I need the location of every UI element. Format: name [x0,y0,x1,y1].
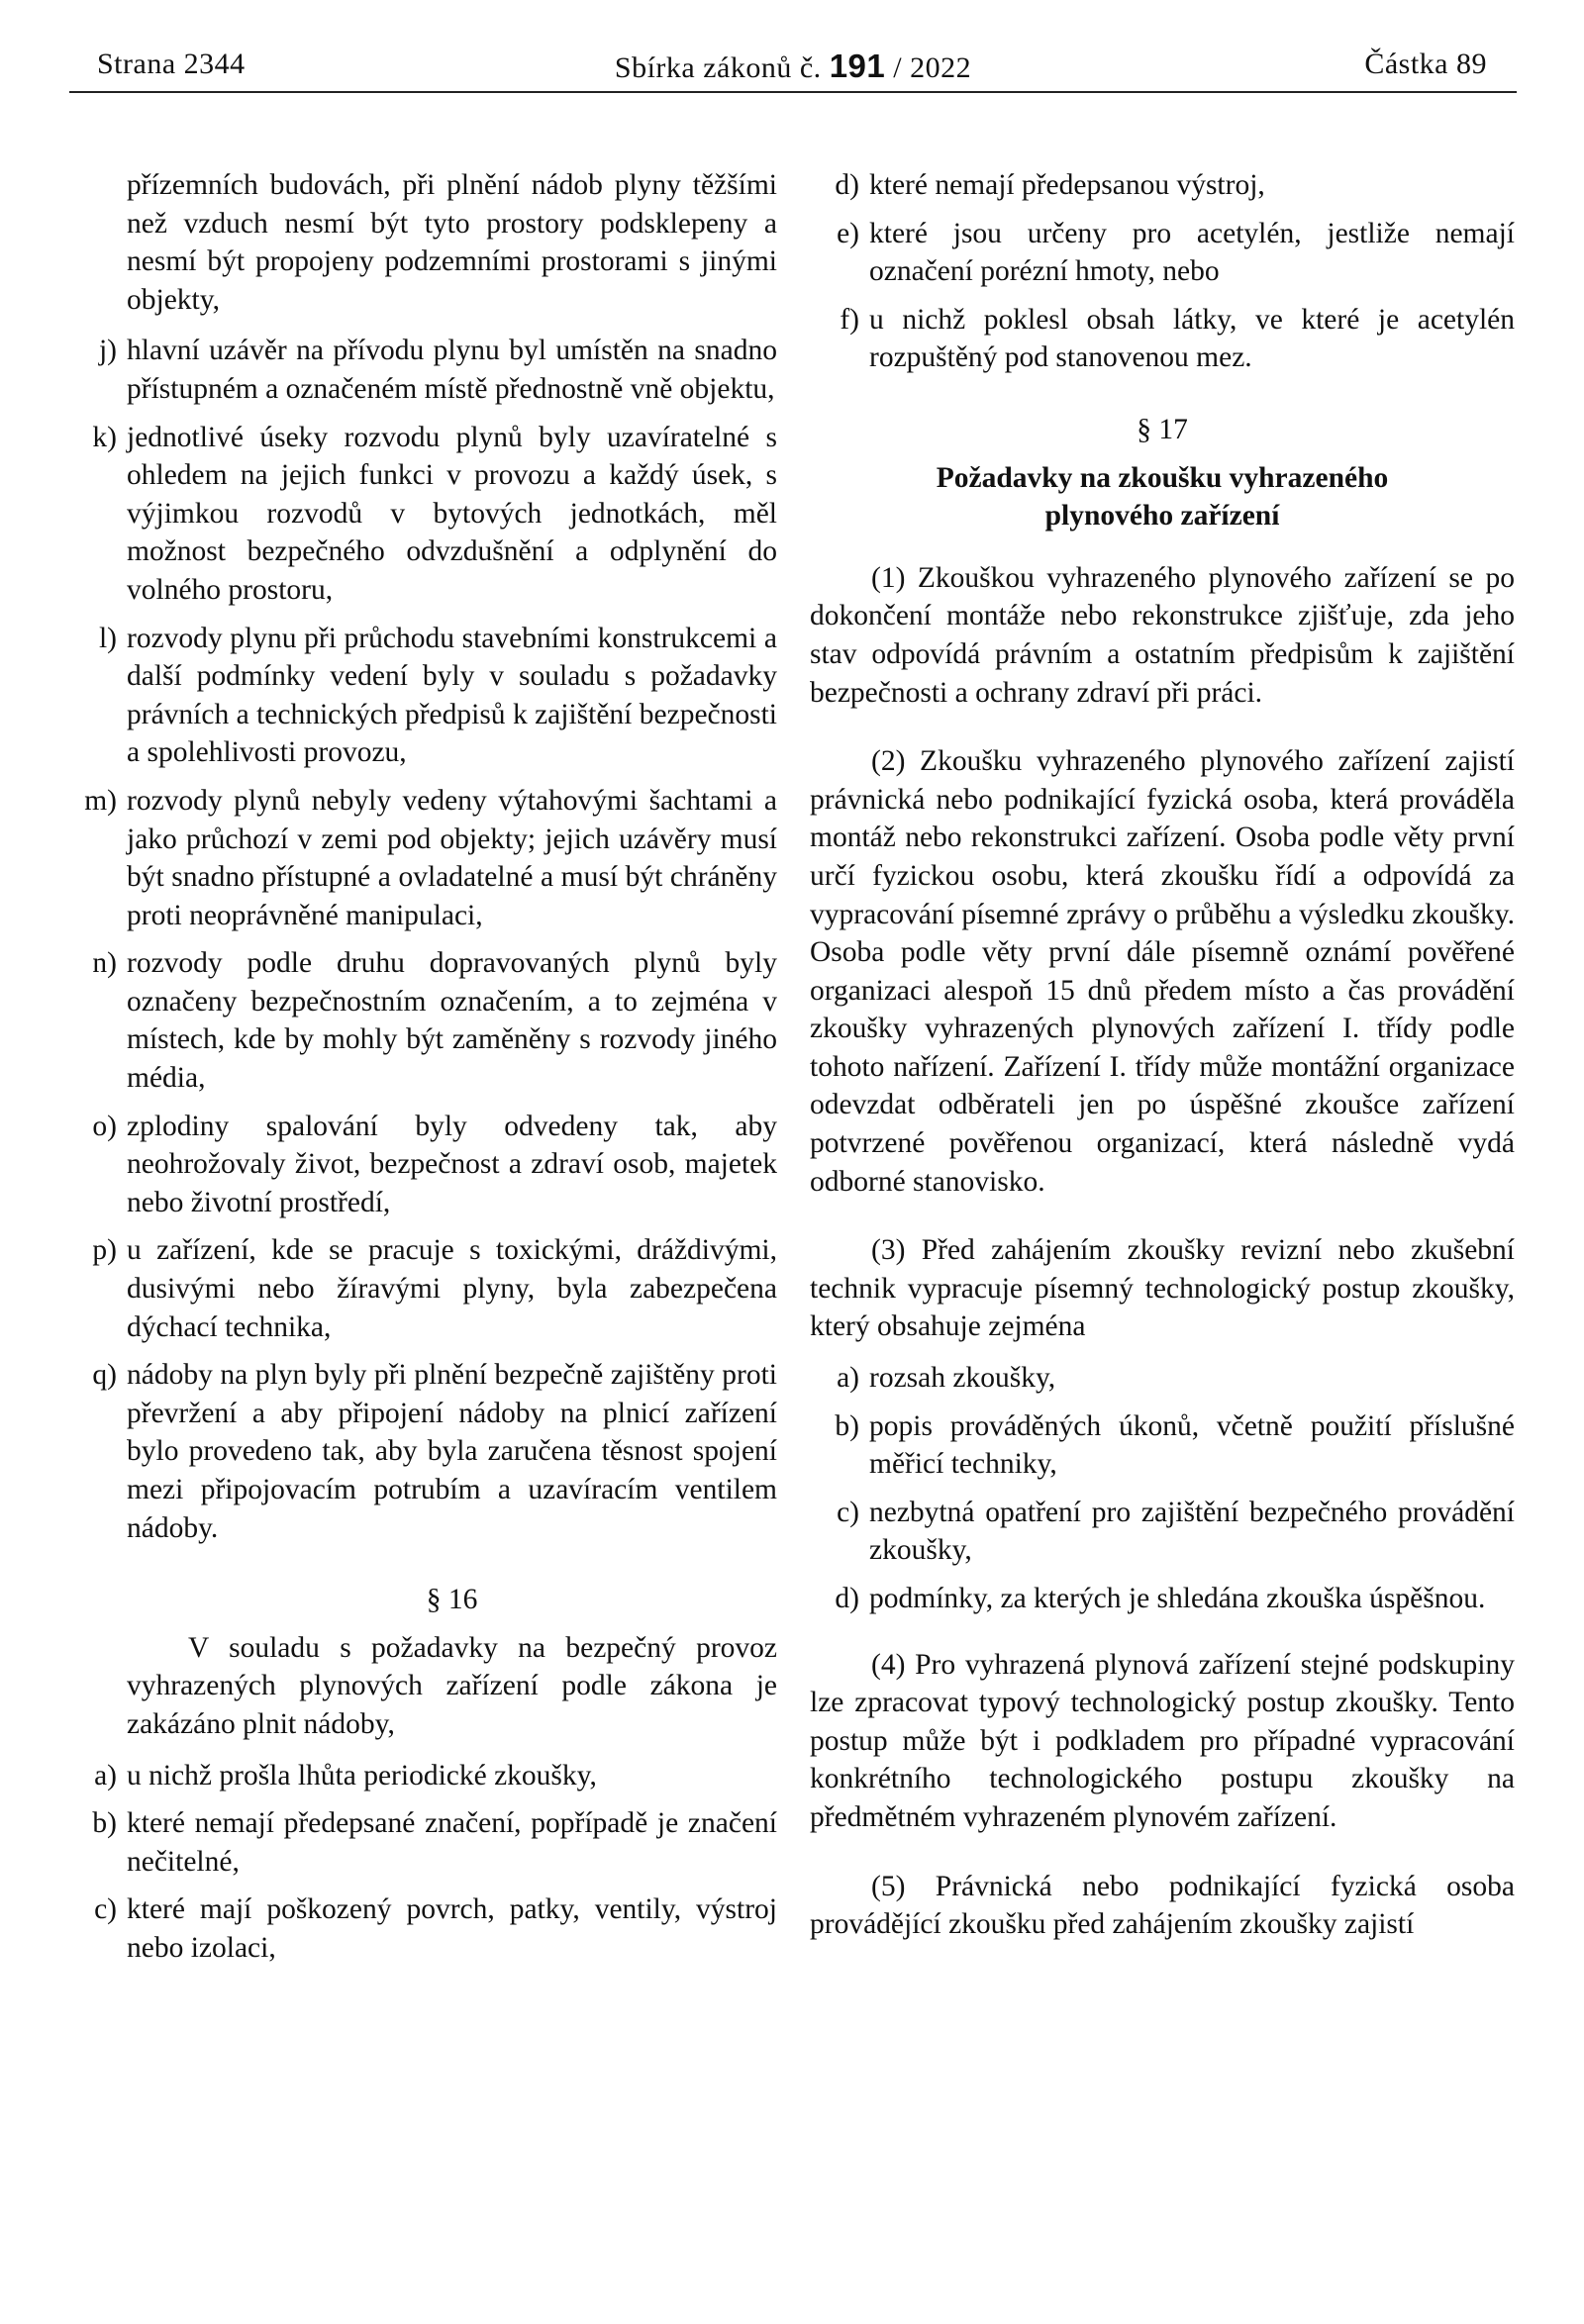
section-16-heading: § 16 [426,1584,478,1616]
collection-prefix: Sbírka zákonů č. [614,51,830,84]
list-item-text: u nichž poklesl obsah látky, ve které je acetylén rozpuštěný pod stanovenou mez. [869,303,1515,374]
paragraph-1: (1) Zkouškou vyhrazeného plynového zařízení se po dokončení montáže nebo rekonstrukce zjišťuje, zda jeho stav odpovídá právním a ostatním předpisům k zajištění bezpečnosti a ochrany zdraví při práci. [810,561,1515,709]
list-item [57,1231,777,1346]
list-item-text: hlavní uzávěr na přívodu plynu byl umístěn na snadno přístupném a označeném místě přednostně vně objektu, [127,335,777,405]
list-item-text: rozvody podle druhu dopravovaných plynů byly označeny bezpečnostním označením, a to zejména v místech, kde by mohly být zaměněny s rozvody jiného média, [127,947,777,1095]
left-item-list [84,332,777,1547]
list-item-text: u zařízení, kde se pracuje s toxickými, dráždivými, dusivými nebo žíravými plyny, byla zabezpečena dýchací technika, [127,1234,777,1343]
list-item [57,944,777,1097]
list-item [57,332,777,408]
list-item-text: rozsah zkoušky, [869,1362,1056,1395]
page-header [69,40,1517,93]
list-item-text: nezbytná opatření pro zajištění bezpečného provádění zkoušky, [869,1496,1515,1567]
list-item-label: d) [835,169,859,201]
list-item-label: j) [98,335,117,367]
list-item [57,1108,777,1222]
list-item-text: které jsou určeny pro acetylén, jestliže nemají označení porézní hmoty, nebo [869,217,1515,288]
list-item [57,1890,777,1967]
paragraph-3-list [810,1359,1515,1618]
paragraph-2: (2) Zkoušku vyhrazeného plynového zařízení zajistí právnická nebo podnikající fyzická osoba, která prováděla montáž nebo rekonstrukci zařízení. Osoba podle věty první určí fyzickou osobu, která zkoušku řídí a odpovídá za vypracování písemné zprávy o průběhu a výsledku zkoušky. Osoba podle věty první dále písemně oznámí pověřené organizaci alespoň 15 dnů předem místo a čas provádění zkoušky vyhrazených plynových zařízení I. třídy podle tohoto nařízení. Zařízení I. třídy může montážní organizace odevzdat odběrateli jen po úspěšné zkoušce zařízení potvrzené pověřenou organizací, která následně vydá odborné stanovisko. [810,745,1515,1198]
list-item-text: které nemají předepsané značení, popřípadě je značení nečitelné, [127,1807,777,1878]
paragraph-4: (4) Pro vyhrazená plynová zařízení stejné podskupiny lze zpracovat typový technologický postup zkoušky. Tento postup může být i podkladem pro případné vypracování konkrétního technologického postupu zkoušky na předmětném vyhrazeném plynovém zařízení. [810,1648,1515,1833]
list-item [810,1407,1515,1484]
continued-paragraph: přízemních budovách, při plnění nádob plyny těžšími než vzduch nesmí být tyto prostory podsklepeny a nesmí být propojeny podzemními prostorami s jinými objekty, [127,169,777,316]
section-16-list [87,1757,777,1968]
list-item [57,1356,777,1547]
list-item-label: a) [94,1759,117,1791]
page-number: Strana 2344 [97,48,246,80]
section-17-title [810,459,1515,535]
list-item-label: e) [837,217,859,249]
list-item [810,1359,1515,1398]
left-column [84,166,777,1978]
section-17-title-line: plynového zařízení [1044,500,1280,533]
list-item [810,1580,1515,1618]
list-item-text: které mají poškozený povrch, patky, ventily, výstroj nebo izolaci, [127,1893,777,1964]
paragraph-5: (5) Právnická nebo podnikající fyzická osoba provádějící zkoušku před zahájením zkoušky zajistí [810,1870,1515,1941]
list-item-text: zplodiny spalování byly odvedeny tak, aby neohrožovaly život, bezpečnost a zdraví osob, majetek nebo životní prostředí, [127,1110,777,1218]
section-16-intro: V souladu s požadavky na bezpečný provoz vyhrazených plynových zařízení podle zákona je zakázáno plnit nádoby, [127,1631,777,1740]
list-item-label: a) [837,1362,859,1395]
list-item [810,1494,1515,1570]
list-item-label: c) [837,1496,859,1528]
list-item-label: q) [92,1359,117,1392]
list-item-label: f) [840,303,859,336]
right-item-list [810,166,1515,377]
list-item-label: l) [98,622,117,654]
list-item-label: d) [835,1583,859,1614]
list-item [57,1804,777,1881]
collection-year: / 2022 [885,51,972,84]
law-number: 191 [829,48,886,84]
list-item-text: nádoby na plyn byly při plnění bezpečně zajištěny proti převržení a aby připojení nádoby na plnicí zařízení bylo provedeno tak, aby byla zaručena těsnost spojení mezi připojovacím potrubím a uzavíracím ventilem nádoby. [127,1359,777,1544]
list-item [57,419,777,610]
paragraph-3: (3) Před zahájením zkoušky revizní nebo zkušební technik vypracuje písemný technologický postup zkoušky, který obsahuje zejména [810,1234,1515,1343]
section-17-heading: § 17 [1137,413,1188,445]
list-item-text: popis prováděných úkonů, včetně použití příslušné měřicí techniky, [869,1409,1515,1481]
list-item-text: u nichž prošla lhůta periodické zkoušky, [127,1759,597,1791]
list-item [57,1757,777,1795]
list-item-label: p) [92,1234,117,1267]
list-item [810,301,1515,377]
list-item-text: které nemají předepsanou výstroj, [869,169,1265,201]
issue-number: Částka 89 [1364,48,1487,80]
list-item [57,782,777,934]
list-item-label: m) [84,784,117,817]
section-17-title-line: Požadavky na zkoušku vyhrazeného [936,461,1389,494]
list-item-text: jednotlivé úseky rozvodu plynů byly uzavíratelné s ohledem na jejich funkci v provozu a každý úsek, s výjimkou rozvodů v bytových jednotkách, měl možnost bezpečného odvzdušnění a odplynění do volného prostoru, [127,421,777,606]
list-item [810,166,1515,205]
list-item-label: o) [92,1110,117,1142]
list-item-text: rozvody plynu při průchodu stavebními konstrukcemi a další podmínky vedení byly v souladu s požadavky právních a technických předpisů k zajištění bezpečnosti a spolehlivosti provozu, [127,622,777,769]
list-item [57,620,777,772]
list-item [810,215,1515,291]
list-item-label: c) [94,1893,117,1926]
collection-title [69,48,1517,85]
list-item-text: rozvody plynů nebyly vedeny výtahovými šachtami a jako průchozí v zemi pod objekty; jejich uzávěry musí být snadno přístupné a ovladatelné a musí být chráněny proti neoprávněné manipulaci, [127,784,777,931]
list-item-label: n) [92,947,117,980]
list-item-label: b) [92,1807,117,1840]
right-column [810,166,1515,1957]
list-item-label: b) [835,1409,859,1442]
list-item-label: k) [92,421,117,453]
list-item-text: podmínky, za kterých je shledána zkouška úspěšnou. [869,1583,1486,1614]
